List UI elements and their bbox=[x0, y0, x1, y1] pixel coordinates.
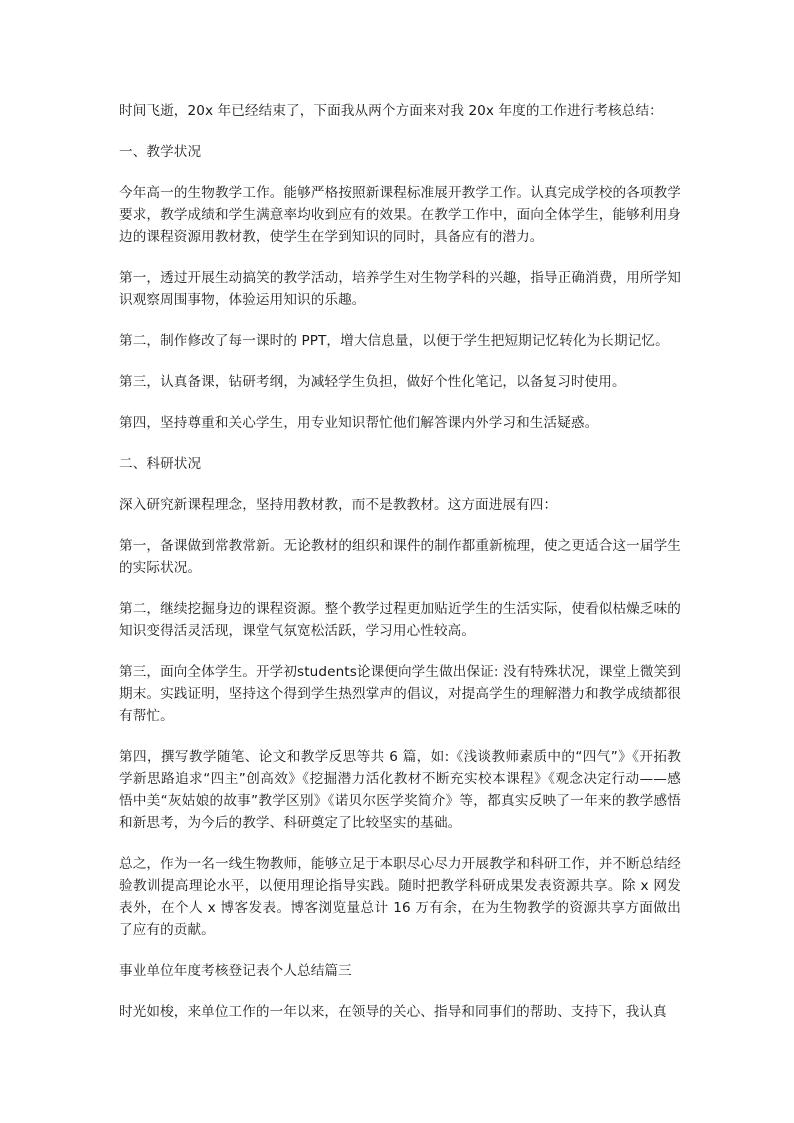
teaching-paragraph-5: 第四，坚持尊重和关心学生，用专业知识帮忙他们解答课内外学习和生活疑惑。 bbox=[119, 415, 599, 431]
next-article-paragraph-1: 时光如梭，来单位工作的一年以来，在领导的关心、指导和同事们的帮助、支持下，我认真 bbox=[119, 1004, 667, 1020]
teaching-paragraph-2: 第一，透过开展生动搞笑的教学活动，培养学生对生物学科的兴趣，指导正确消费，用所学知识观察周围事物，体验运用知识的乐趣。 bbox=[119, 270, 681, 308]
research-paragraph-5: 第四，撰写教学随笔、论文和教学反思等共 6 篇，如:《浅谈教师素质中的“四气”》《开拓教学新思路追求“四主”创高效》《挖掘潜力活化教材不断充实校本课程》《观念决定行动——感悟中美“灰姑娘的故事”教学区别》《诺贝尔医学奖简介》等，都真实反映了一年来的教学感悟和新思考，为今后的教学、科研奠定了比较坚实的基础。 bbox=[119, 749, 681, 831]
next-article-title: 事业单位年度考核登记表个人总结篇三 bbox=[119, 963, 352, 979]
teaching-paragraph-1: 今年高一的生物教学工作。能够严格按照新课程标准展开教学工作。认真完成学校的各项教学要求，教学成绩和学生满意率均收到应有的效果。在教学工作中，面向全体学生，能够利用身边的课程资源用教材教，使学生在学到知识的同时，具备应有的潜力。 bbox=[119, 185, 681, 245]
section-heading-research: 二、科研状况 bbox=[119, 456, 202, 472]
summary-paragraph: 总之，作为一名一线生物教师，能够立足于本职尽心尽力开展教学和科研工作，并不断总结经验教训提高理论水平，以便用理论指导实践。随时把教学科研成果发表资源共享。除 x 网发表外，在个人 x 博客发表。博客浏览量总计 16 万有余，在为生物教学的资源共享方面做出了应有的贡献。 bbox=[119, 856, 681, 938]
teaching-paragraph-3: 第二，制作修改了每一课时的 PPT，增大信息量，以便于学生把短期记忆转化为长期记忆。 bbox=[119, 333, 669, 349]
research-paragraph-3: 第二，继续挖掘身边的课程资源。整个教学过程更加贴近学生的生活实际，使看似枯燥乏味的知识变得活灵活现，课堂气氛宽松活跃，学习用心性较高。 bbox=[119, 601, 681, 639]
research-paragraph-1: 深入研究新课程理念，坚持用教材教，而不是教教材。这方面进展有四： bbox=[119, 497, 558, 513]
research-paragraph-2: 第一，备课做到常教常新。无论教材的组织和课件的制作都重新梳理，使之更适合这一届学生的实际状况。 bbox=[119, 538, 681, 576]
teaching-paragraph-4: 第三，认真备课，钻研考纲，为减轻学生负担，做好个性化笔记，以备复习时使用。 bbox=[119, 374, 626, 390]
intro-paragraph: 时间飞逝，20x 年已经结束了，下面我从两个方面来对我 20x 年度的工作进行考核总结： bbox=[119, 103, 663, 119]
document-body bbox=[119, 100, 681, 1042]
section-heading-teaching: 一、教学状况 bbox=[119, 144, 202, 160]
research-paragraph-4: 第三，面向全体学生。开学初students论课便向学生做出保证: 没有特殊状况，课堂上微笑到期末。实践证明，坚持这个得到学生热烈掌声的倡议，对提高学生的理解潜力和教学成绩都很有帮忙。 bbox=[119, 664, 681, 724]
